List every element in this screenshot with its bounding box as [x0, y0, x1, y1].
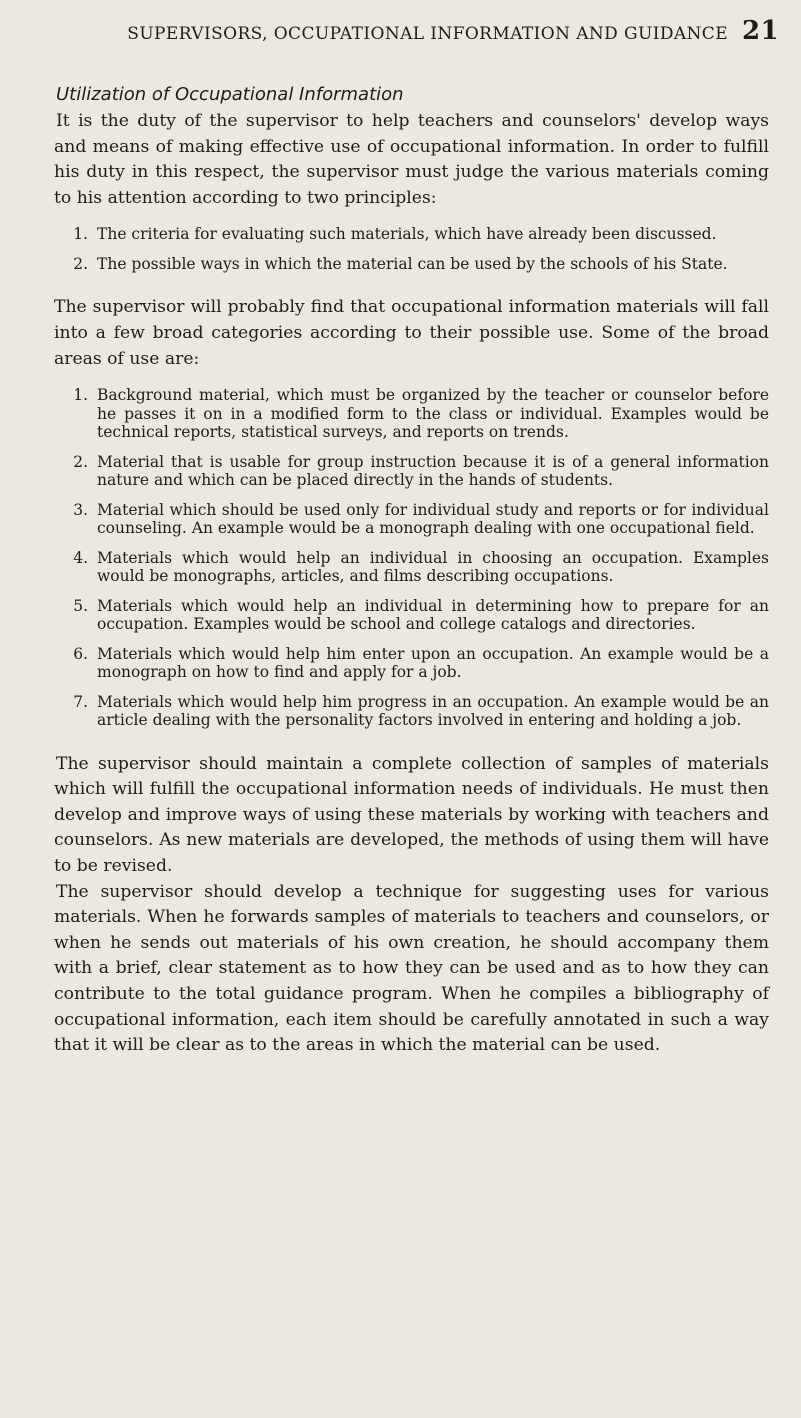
list-item: 4. Materials which would help an individual in choosing an occupation. Examples would be monographs, articles, and films describing occupations.: [73, 548, 769, 586]
list-item: 1. Background material, which must be organized by the teacher or counselor before he passes it on in a modified form to the class or individual. Examples would be technical reports, statistical surveys, and reports on trends.: [73, 386, 769, 442]
section-heading: Utilization of Occupational Information: [56, 84, 404, 105]
paragraph-categories: The supervisor will probably find that occupational information materials will fall into a few broad categories according to their possible use. Some of the broad areas of use are:: [54, 297, 769, 369]
list-item: 2. Material that is usable for group instruction because it is of a general information nature and which can be placed directly in the hands of students.: [73, 452, 769, 490]
paragraph-technique: The supervisor should develop a technique for suggesting uses for various materials. When he forwards samples of materials to teachers and counselors, or when he sends out materials of his own creation, he should accompany them with a brief, clear statement as to how they can be used and as to how they can contribute to the total guidance program. When he compiles a bibliography of occupational information, each item should be carefully annotated in such a way that it will be clear as to the areas in which the material can be used.: [54, 881, 769, 1056]
list-item: 6. Materials which would help him enter upon an occupation. An example would be a monograph on how to find and apply for a job.: [73, 644, 769, 682]
list-item: 3. Material which should be used only for individual study and reports or for individual counseling. An example would be a monograph dealing with one occupational field.: [73, 500, 769, 538]
areas-list: [54, 386, 769, 730]
list-item: 7. Materials which would help him progress in an occupation. An example would be an article dealing with the personality factors involved in entering and holding a job.: [73, 692, 769, 730]
list-item: 5. Materials which would help an individual in determining how to prepare for an occupation. Examples would be school and college catalogs and directories.: [73, 596, 769, 634]
principles-list: [54, 225, 769, 273]
running-title: SUPERVISORS, OCCUPATIONAL INFORMATION AND GUIDANCE: [127, 24, 729, 44]
paragraph-intro: It is the duty of the supervisor to help teachers and counselors' develop ways and means of making effective use of occupational information. In order to fulfill his duty in this respect, the supervisor must judge the various materials coming to his attention according to two principles:: [54, 111, 769, 208]
main-content: [54, 84, 769, 1059]
page-number: 21: [742, 16, 779, 46]
list-item: 1. The criteria for evaluating such materials, which have already been discussed.: [73, 225, 717, 244]
list-item: 2. The possible ways in which the material can be used by the schools of his State.: [73, 254, 728, 273]
running-header: [56, 16, 779, 46]
paragraph-collection: The supervisor should maintain a complete collection of samples of materials which will fulfill the occupational information needs of individuals. He must then develop and improve ways of using these materials by working with teachers and counselors. As new materials are developed, the methods of using them will have to be revised.: [54, 753, 769, 877]
